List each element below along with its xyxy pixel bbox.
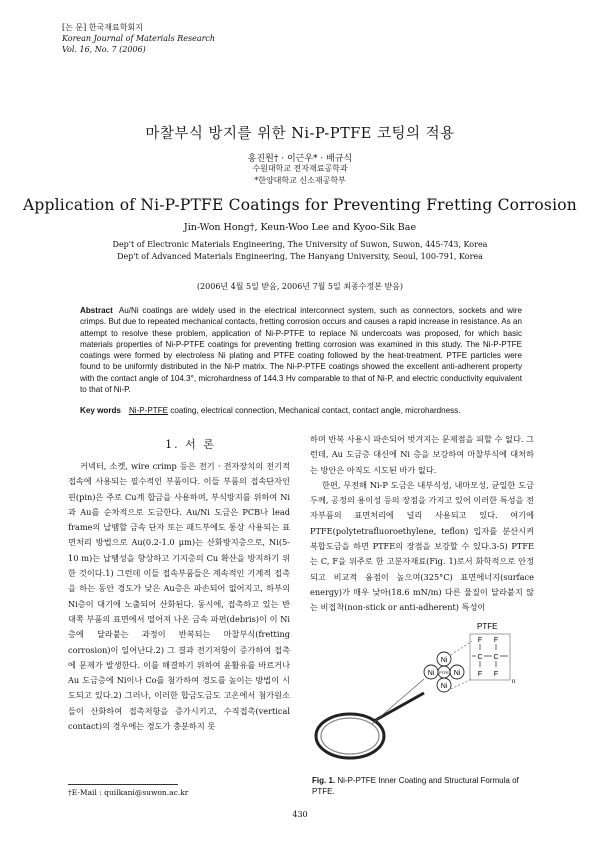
wire-lead [374, 693, 424, 721]
affiliation-en-2: Dep't of Advanced Materials Engineering, The Hanyang University, Seoul, 100-791, Korea [117, 252, 483, 261]
keyword-first: Ni-P-PTFE [128, 406, 169, 415]
wire-loop-inner [321, 718, 379, 754]
footnote-rule [68, 784, 178, 785]
authors-english: Jin-Won Hong†, Keun-Woo Lee and Kyoo-Sik Bae [183, 222, 417, 233]
ptfe-formula-title: PTFE [477, 623, 498, 631]
left-column [68, 459, 290, 734]
ni-atom-top-label: Ni [440, 657, 448, 664]
right-column [310, 432, 534, 616]
authors-korean: 홍진원† · 이근우* · 배규식 [247, 154, 353, 164]
caption-text: Ni-P-PTFE Inner Coating and Structural Formula of PTFE. [312, 776, 519, 796]
journal-header-line2: Korean Journal of Materials Research [62, 34, 216, 43]
journal-header-line3: Vol. 16, No. 7 (2006) [62, 45, 146, 54]
figure-1 [312, 623, 534, 761]
right-paragraph-1: 하며 반복 사용시 파손되어 벗겨지는 문제점을 피할 수 없다. 그런데, Au 도금층 대신에 Ni 층을 보강하여 마찰부식에 대처하는 방안은 아직도 시도된 바가 없다. [310, 434, 534, 475]
formula-f2: F [493, 637, 499, 644]
formula-f3: F [477, 671, 483, 678]
leader-line [372, 679, 424, 724]
section-heading-introduction: 1. 서 론 [165, 438, 216, 451]
formula-n: n [512, 679, 516, 685]
title-english: Application of Ni-P-PTFE Coatings for Preventing Fretting Corrosion [23, 196, 577, 214]
ni-atom-left-label: Ni [427, 670, 435, 677]
right-paragraph-2: 한편, 무전해 Ni-P 도금은 내부식성, 내마모성, 균일한 도금 두께, 공정의 용이성 등의 장점을 가지고 있어 이러한 특성을 전자부품의 표면처리에 널리 사용되고 있다. 여기에 PTFE(polytetrafluoroethylene, teflon) 입자를 분산시켜 복합도금을 하면 PTFE의 장점을 보강할 수 있다.3-5) PTFE는 C, F을 위주로 한 고분자재료(Fig. 1)로서 화학적으로 안정되고 비교적 융점이 높으며(325°C) 표면에너지(surface energy)가 매우 낮아(18.6 mN/m) 다른 물질이 달라붙지 않는 비접착(non-stick or anti-adherent) 특성이 [310, 479, 534, 613]
affiliations-english [0, 239, 600, 263]
ni-atom-bottom-label: Ni [440, 683, 448, 690]
formula-c1: C [477, 654, 483, 661]
formula-f4: F [493, 671, 499, 678]
affiliations-korean [0, 163, 600, 187]
footnote-email: †E-Mail : quilkani@suwon.ac.kr [68, 788, 189, 797]
received-dates: (2006년 4월 5일 받음, 2006년 7월 5일 최종수정본 받음) [196, 282, 404, 291]
ni-atom-right-label: Ni [453, 670, 461, 677]
caption-label: Fig. 1. [312, 776, 336, 785]
left-paragraph-1: 커넥터, 소켓, wire crimp 등은 전기 · 전자장치의 전기적 접속에 사용되는 필수적인 부품이다. 이들 부품의 접속단자인 핀(pin)은 주로 Cu계 합금을 사용하며, 부식방지를 위하여 Ni과 Au를 순차적으로 도금한다. Au/Ni 도금은 PCB나 lead frame의 납땜할 금속 단자 또는 패드부에도 통상 사용되는 표면처리 방법으로 Au(0.2-1.0 μm)는 산화방지층으로, Ni(5-10 m)는 납땜성을 향상하고 기지층의 Cu 확산을 방지하기 위한 것이다.1) 그런데 이들 접속부품들은 계속적인 기계적 접촉을 하는 동안 경도가 낮은 Au층은 파손되어 없어지고, 하부의 Ni층이 대기에 노출되어 산화된다. 동시에, 접촉하고 있는 반대쪽 부품의 표면에서 떨어져 나온 금속 파편(debris)이 이 Ni 층에 달라붙는 과정이 반복되는 마찰부식(fretting corrosion)이 일어난다.2) 그 결과 전기저항이 증가하여 접촉에 문제가 발생한다. 이를 해결하기 위하여 윤활유를 바르거나 Au 도금층에 Ni이나 Co를 첨가하여 경도를 높이는 방법이 시도되고 있다.2) 그러나, 이러한 합금도금도 고온에서 첨가원소들이 산화하여 접촉저항을 증가시키고, 수직접촉(vertical contact)의 경우에는 경도가 충분하지 못 [68, 461, 290, 732]
formula-c2: C [493, 654, 499, 661]
abstract-text: Au/Ni coatings are widely used in the electrical interconnect system, such as connectors, sockets and wire crimps. But due to repeated mechanical contacts, fretting corrosion occurs and causes a rapid increase in resistance. As an attempt to resolve these problem, application of Ni-P-PTFE to replace Ni undercoats was proposed, for which basic materials properties of Ni-P-PTFE coatings for preventing fretting corrosion was examined in this study. The Ni-P-PTFE coatings were formed by electroless Ni plating and PTFE coating followed by the heat-treatment. PTFE particles were found to be uniformly distributed in the Ni-P matrix. The Ni-P-PTFE coatings showed the excellent anti-adherent property with the contact angle of 104.3°, microhardness of 144.3 Hv comparable to that of Ni-P, and electric conductivity equivalent to that of Ni-P. [80, 306, 522, 395]
keywords-rest: coating, electrical connection, Mechanical contact, contact angle, microhardness. [168, 406, 461, 415]
connector-top [451, 641, 472, 655]
abstract [80, 305, 522, 395]
ptfe-particle-label: PTFE [439, 671, 449, 675]
ptfe-formula-box [470, 634, 510, 680]
figure-1-drawing [312, 623, 534, 761]
abstract-label: Abstract [80, 306, 113, 315]
title-korean: 마찰부식 방지를 위한 Ni-P-PTFE 코팅의 적용 [145, 126, 455, 142]
journal-header-line1: [논 문] 한국재료학회지 [62, 23, 143, 32]
keywords-label: Key words [80, 406, 121, 415]
affiliation-ko-2: *한양대학교 신소재공학부 [254, 176, 346, 185]
affiliation-en-1: Dep't of Electronic Materials Engineering, The University of Suwon, Suwon, 445-743, Korea [112, 240, 488, 249]
keywords [80, 406, 530, 415]
journal-header [62, 22, 215, 55]
affiliation-ko-1: 수원대학교 전자재료공학과 [252, 164, 348, 173]
page-number: 430 [292, 810, 308, 819]
connector-bottom [451, 679, 472, 689]
figure-1-caption [312, 775, 534, 797]
formula-f1: F [477, 637, 483, 644]
